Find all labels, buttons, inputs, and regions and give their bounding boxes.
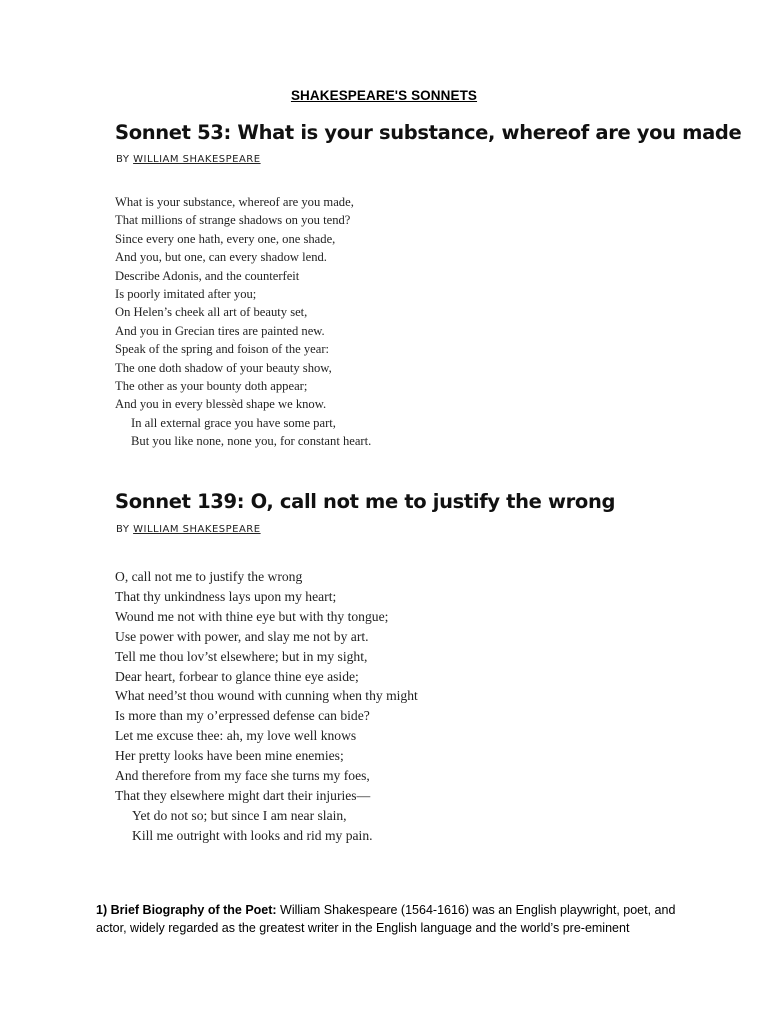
poem-line: On Helen’s cheek all art of beauty set, bbox=[115, 305, 308, 320]
poem-line: That they elsewhere might dart their injuries— bbox=[115, 787, 371, 803]
poem-line: What need’st thou wound with cunning when thy might bbox=[115, 688, 418, 704]
poem-line: Her pretty looks have been mine enemies; bbox=[115, 748, 344, 764]
poem-line: Is poorly imitated after you; bbox=[115, 287, 257, 302]
poem-line: Dear heart, forbear to glance thine eye aside; bbox=[115, 668, 359, 684]
biography-label: 1) Brief Biography of the Poet: bbox=[96, 903, 277, 917]
sonnet-53-byline bbox=[116, 154, 261, 165]
poem-line: That thy unkindness lays upon my heart; bbox=[115, 588, 337, 604]
author-link[interactable]: WILLIAM SHAKESPEARE bbox=[133, 524, 261, 535]
sonnet-139-heading: Sonnet 139: O, call not me to justify the wrong bbox=[115, 490, 616, 513]
poem-line: Let me excuse thee: ah, my love well knows bbox=[115, 728, 357, 744]
sonnet-53-heading: Sonnet 53: What is your substance, whereof are you made bbox=[115, 121, 742, 144]
poem-line: Speak of the spring and foison of the year: bbox=[115, 342, 330, 357]
byline-prefix: BY bbox=[116, 524, 134, 535]
poem-line: But you like none, none you, for constant heart. bbox=[131, 434, 372, 449]
poem-line: Is more than my o’erpressed defense can bide? bbox=[115, 708, 370, 724]
poem-line: That millions of strange shadows on you tend? bbox=[115, 213, 351, 228]
poem-line: The one doth shadow of your beauty show, bbox=[115, 360, 332, 375]
document-title: SHAKESPEARE'S SONNETS bbox=[290, 88, 478, 103]
poem-line: And therefore from my face she turns my foes, bbox=[115, 768, 370, 784]
poem-line: Yet do not so; but since I am near slain, bbox=[132, 807, 347, 823]
biography-text: William Shakespeare (1564-1616) was an English playwright, poet, and actor, widely regarded as the greatest writer in the English language and the world’s pre-eminent bbox=[96, 903, 676, 935]
poem-line: And you in Grecian tires are painted new. bbox=[115, 323, 325, 338]
sonnet-139-byline bbox=[116, 524, 261, 535]
poem-line: In all external grace you have some part, bbox=[131, 415, 336, 430]
poem-line: Describe Adonis, and the counterfeit bbox=[115, 268, 300, 283]
poem-line: And you in every blessèd shape we know. bbox=[115, 397, 327, 412]
author-link[interactable]: WILLIAM SHAKESPEARE bbox=[133, 154, 261, 165]
sonnet-139-poem bbox=[115, 567, 418, 846]
poem-line: What is your substance, whereof are you made, bbox=[115, 195, 354, 209]
poem-line: Kill me outright with looks and rid my pain. bbox=[132, 827, 373, 843]
sonnet-53-poem bbox=[115, 193, 371, 451]
poem-line: Since every one hath, every one, one shade, bbox=[115, 231, 336, 246]
poem-line: Use power with power, and slay me not by art. bbox=[115, 628, 369, 644]
poem-line: The other as your bounty doth appear; bbox=[115, 379, 308, 394]
poem-line: O, call not me to justify the wrong bbox=[115, 569, 303, 584]
poem-line: And you, but one, can every shadow lend. bbox=[115, 250, 327, 265]
poem-line: Wound me not with thine eye but with thy tongue; bbox=[115, 608, 389, 624]
poem-line: Tell me thou lov’st elsewhere; but in my sight, bbox=[115, 648, 368, 664]
biography-paragraph bbox=[96, 902, 696, 937]
byline-prefix: BY bbox=[116, 154, 134, 165]
